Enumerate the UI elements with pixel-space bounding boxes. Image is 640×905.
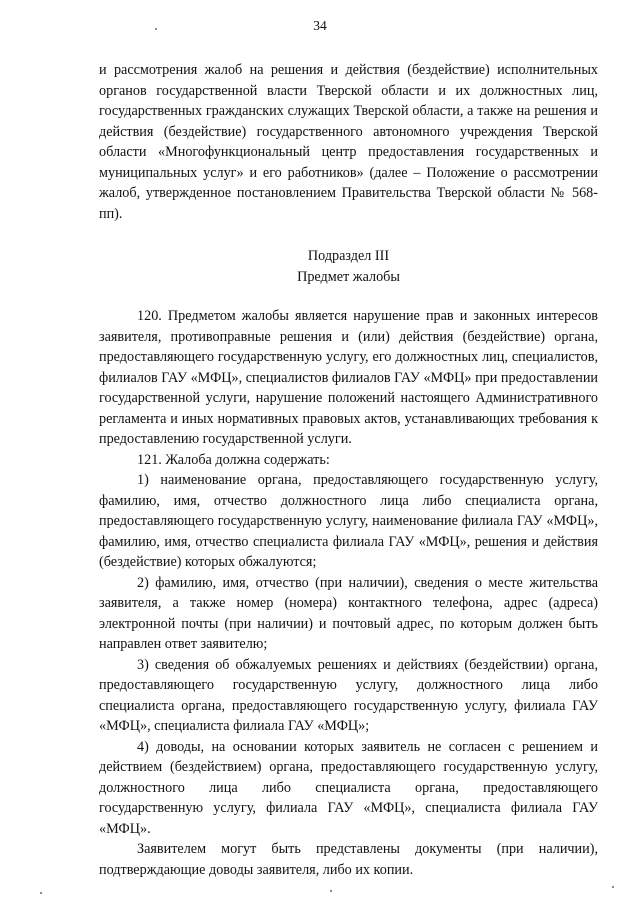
scan-artifact (330, 890, 332, 892)
list-item-1: 1) наименование органа, предоставляющего государственную услугу, фамилию, имя, отчество должностного лица либо специалиста органа, предоставляющего государственную услугу, наименование филиала ГАУ «МФЦ», фамилию, имя, отчество специалиста филиала ГАУ «МФЦ», решения и действия (бездействие) которых обжалуются; (99, 472, 598, 570)
scan-artifact (40, 892, 42, 894)
paragraph-120: 120. Предметом жалобы является нарушение прав и законных интересов заявителя, противоправные решения и (или) действия (бездействие) органа, предоставляющего государственную услугу, его должностных лиц, специалистов, филиалов ГАУ «МФЦ», специалистов филиалов ГАУ «МФЦ» при предоставлении государственной услуги, нарушение положений настоящего Административного регламента и иных нормативных правовых актов, устанавливающих требования к предоставлению государственной услуги. (99, 308, 598, 447)
subsection-heading (99, 246, 598, 287)
list-item-2: 2) фамилию, имя, отчество (при наличии), сведения о месте жительства заявителя, а также номер (номера) контактного телефона, адрес (адреса) электронной почты (при наличии) и почтовый адрес, по которым должен быть направлен ответ заявителю; (99, 574, 598, 652)
document-body (99, 60, 598, 880)
list-item-3: 3) сведения об обжалуемых решениях и действиях (бездействии) органа, предоставляющего государственную услугу, должностного лица либо специалиста органа, предоставляющего государственную услугу, филиала ГАУ «МФЦ», специалиста филиала ГАУ «МФЦ»; (99, 656, 598, 734)
intro-paragraph: и рассмотрения жалоб на решения и действия (бездействие) исполнительных органов государственной власти Тверской области и их должностных лиц, государственных гражданских служащих Тверской области, а также на решения и действия (бездействие) государственного автономного учреждения Тверской области «Многофункциональный центр предоставления государственных и муниципальных услуг» и его работников» (далее – Положение о рассмотрении жалоб, утвержденное постановлением Правительства Тверской области № 568-пп). (99, 62, 598, 222)
scan-artifact (612, 886, 614, 888)
scan-artifact (155, 28, 157, 30)
closing-paragraph: Заявителем могут быть представлены документы (при наличии), подтверждающие доводы заявителя, либо их копии. (99, 841, 598, 878)
paragraph-121: 121. Жалоба должна содержать: (137, 451, 330, 468)
subsection-label: Подраздел III (307, 248, 390, 264)
list-item-4: 4) доводы, на основании которых заявитель не согласен с решением и действием (бездействием) органа, предоставляющего государственную услугу, должностного лица либо специалиста органа, предоставляющего государственную услугу, филиала ГАУ «МФЦ», специалиста филиала ГАУ «МФЦ». (99, 738, 598, 837)
subsection-title: Предмет жалобы (297, 268, 400, 285)
page-number: 34 (313, 18, 327, 33)
